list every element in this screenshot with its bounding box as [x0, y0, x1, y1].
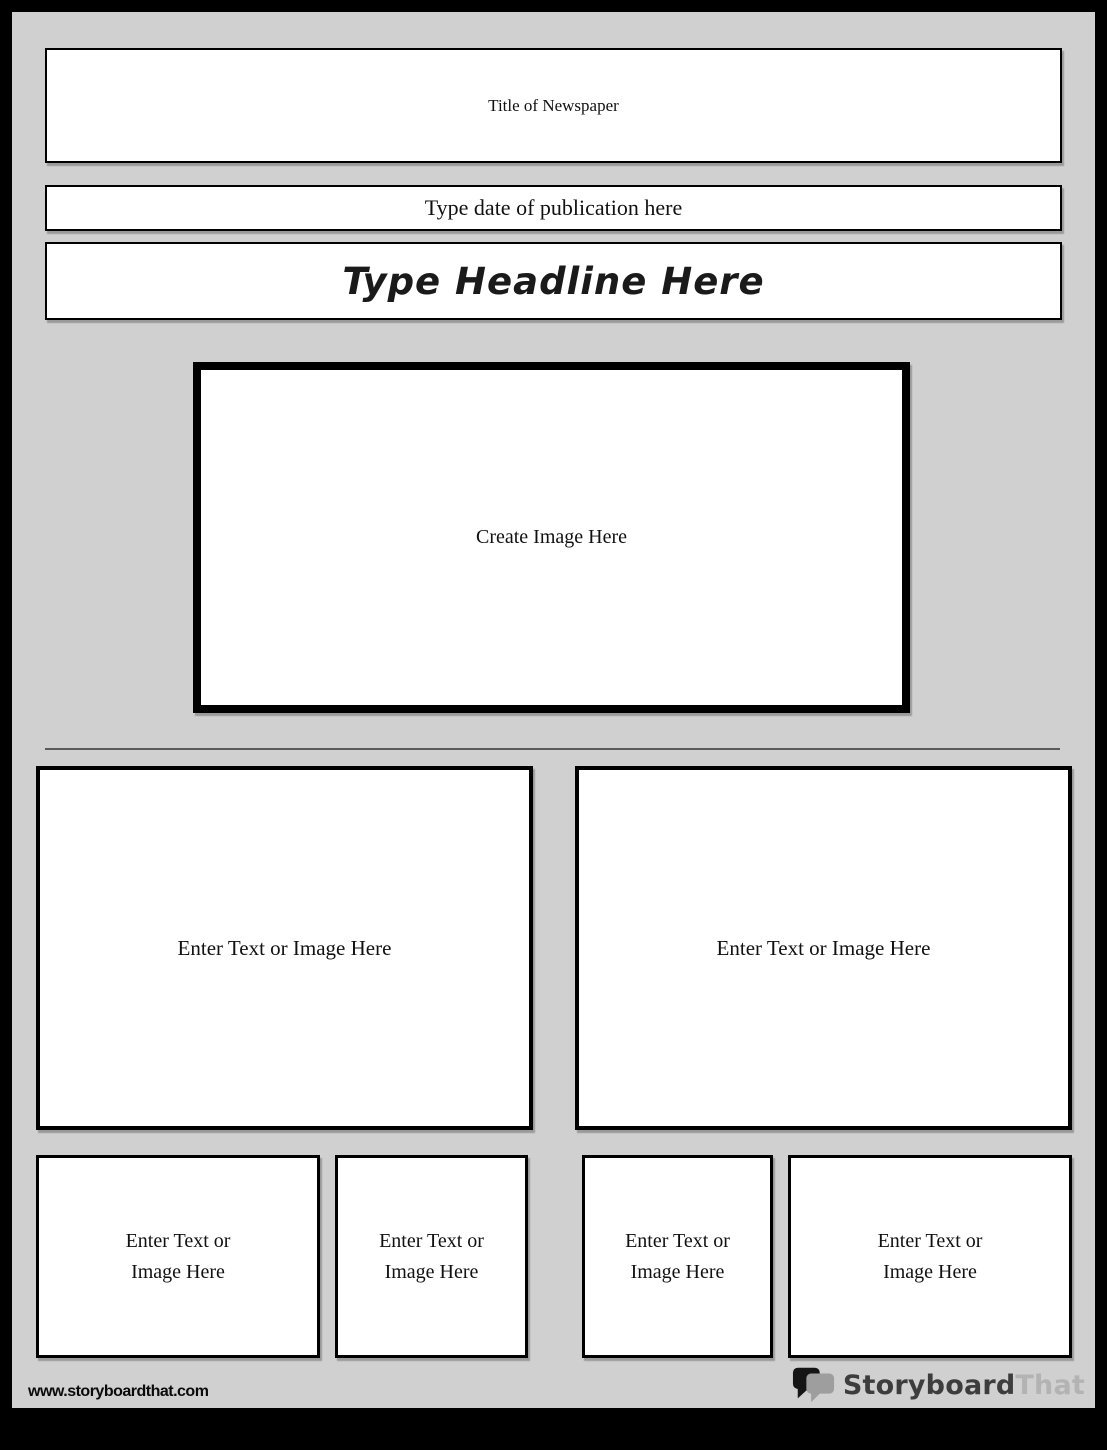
section-divider-line — [45, 748, 1060, 750]
small-content-box-3[interactable] — [582, 1155, 773, 1358]
article-column-right[interactable] — [575, 766, 1072, 1130]
small-box-3-placeholder: Enter Text or Image Here — [625, 1229, 730, 1283]
headline-box[interactable] — [45, 242, 1062, 320]
speech-bubbles-icon — [792, 1365, 836, 1405]
publication-date-placeholder: Type date of publication here — [424, 195, 683, 220]
create-image-box[interactable] — [193, 362, 910, 713]
article-column-left-placeholder: Enter Text or Image Here — [177, 935, 392, 960]
newspaper-title-box[interactable] — [45, 48, 1062, 163]
newspaper-title-placeholder: Title of Newspaper — [488, 95, 619, 115]
small-content-box-2[interactable] — [335, 1155, 528, 1358]
storyboardthat-logo — [792, 1362, 1085, 1408]
small-box-4-placeholder: Enter Text or Image Here — [877, 1229, 983, 1283]
create-image-placeholder: Create Image Here — [475, 526, 627, 548]
small-box-2-placeholder: Enter Text or Image Here — [379, 1229, 484, 1283]
logo-wordmark: StoryboardThat — [842, 1369, 1085, 1401]
headline-placeholder: Type Headline Here — [342, 259, 765, 303]
small-content-box-1[interactable] — [36, 1155, 320, 1358]
article-column-right-placeholder: Enter Text or Image Here — [716, 935, 931, 960]
article-column-left[interactable] — [36, 766, 533, 1130]
small-content-box-4[interactable] — [788, 1155, 1072, 1358]
small-box-1-placeholder: Enter Text or Image Here — [125, 1229, 231, 1283]
publication-date-box[interactable] — [45, 185, 1062, 231]
watermark-url: www.storyboardthat.com — [28, 1383, 209, 1400]
